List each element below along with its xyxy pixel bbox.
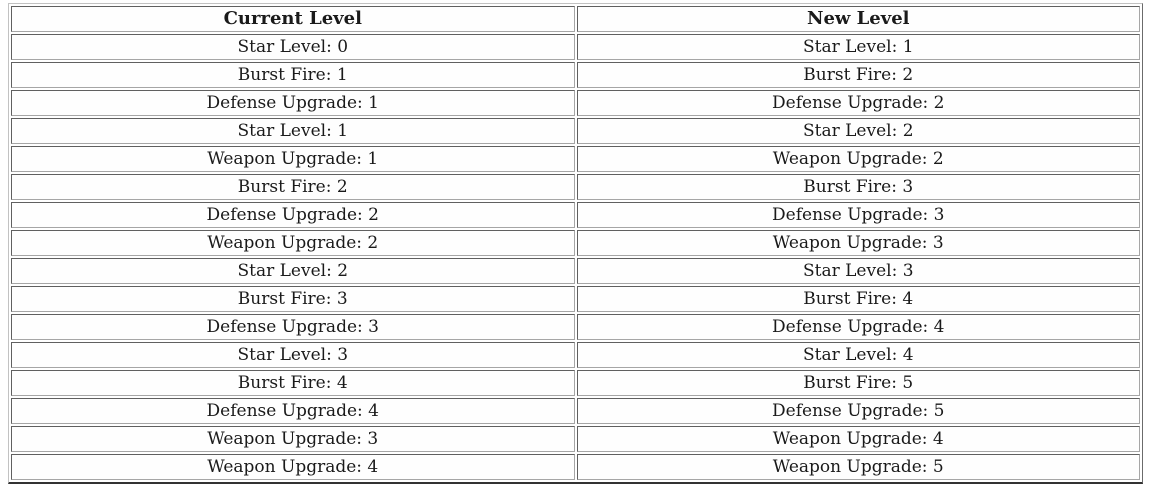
table-row [11,34,1140,60]
new-level-cell: Defense Upgrade: 2 [577,90,1141,116]
current-level-cell: Weapon Upgrade: 2 [11,230,575,256]
new-level-cell: Defense Upgrade: 5 [577,398,1141,424]
current-level-cell: Burst Fire: 4 [11,370,575,396]
table-row [11,230,1140,256]
current-level-cell: Burst Fire: 2 [11,174,575,200]
table-row [11,174,1140,200]
table-row [11,146,1140,172]
new-level-cell: Star Level: 3 [577,258,1141,284]
table-row [11,202,1140,228]
new-level-cell: Defense Upgrade: 3 [577,202,1141,228]
new-level-cell: Star Level: 2 [577,118,1141,144]
new-level-cell: Burst Fire: 4 [577,286,1141,312]
table-row [11,454,1140,480]
current-level-cell: Star Level: 2 [11,258,575,284]
upgrade-levels-table [8,3,1143,484]
table-row [11,314,1140,340]
current-level-cell: Weapon Upgrade: 1 [11,146,575,172]
new-level-cell: Star Level: 4 [577,342,1141,368]
current-level-cell: Defense Upgrade: 1 [11,90,575,116]
new-level-cell: Burst Fire: 3 [577,174,1141,200]
current-level-cell: Burst Fire: 3 [11,286,575,312]
new-level-cell: Weapon Upgrade: 2 [577,146,1141,172]
table-row [11,90,1140,116]
current-level-cell: Defense Upgrade: 3 [11,314,575,340]
new-level-cell: Burst Fire: 5 [577,370,1141,396]
table-row [11,342,1140,368]
current-level-cell: Weapon Upgrade: 4 [11,454,575,480]
table-row [11,286,1140,312]
column-header-current-level: Current Level [11,6,575,32]
current-level-cell: Star Level: 3 [11,342,575,368]
table-header [11,6,1140,32]
new-level-cell: Weapon Upgrade: 3 [577,230,1141,256]
table-body [11,34,1140,480]
new-level-cell: Defense Upgrade: 4 [577,314,1141,340]
table-row [11,426,1140,452]
table-row [11,370,1140,396]
current-level-cell: Defense Upgrade: 4 [11,398,575,424]
header-row [11,6,1140,32]
current-level-cell: Defense Upgrade: 2 [11,202,575,228]
table-row [11,62,1140,88]
current-level-cell: Weapon Upgrade: 3 [11,426,575,452]
current-level-cell: Star Level: 0 [11,34,575,60]
column-header-new-level: New Level [577,6,1141,32]
table-row [11,118,1140,144]
new-level-cell: Weapon Upgrade: 5 [577,454,1141,480]
new-level-cell: Weapon Upgrade: 4 [577,426,1141,452]
new-level-cell: Burst Fire: 2 [577,62,1141,88]
current-level-cell: Star Level: 1 [11,118,575,144]
new-level-cell: Star Level: 1 [577,34,1141,60]
table-row [11,258,1140,284]
current-level-cell: Burst Fire: 1 [11,62,575,88]
table-row [11,398,1140,424]
